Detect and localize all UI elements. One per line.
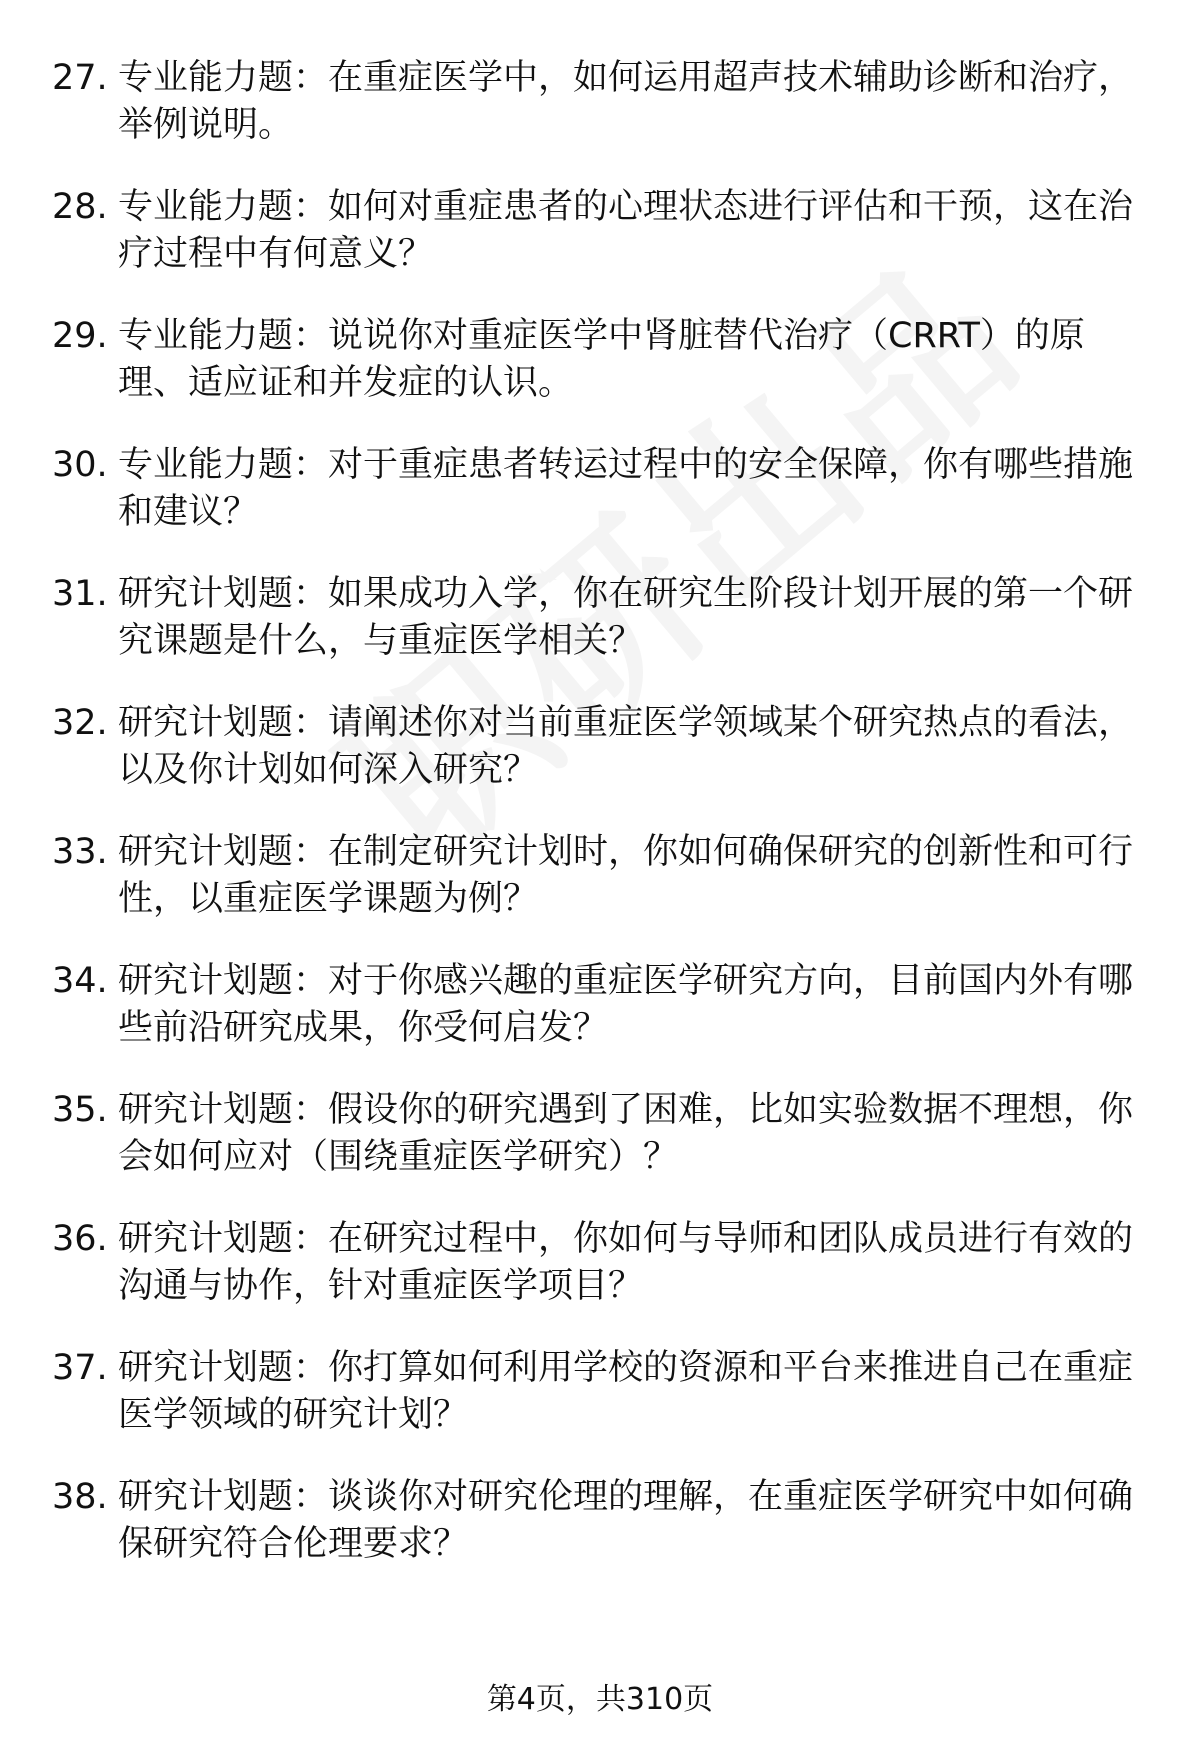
item-text: 专业能力题：对于重症患者转运过程中的安全保障，你有哪些措施和建议？ xyxy=(118,445,1134,532)
item-number: 36. xyxy=(52,1219,108,1259)
item-text: 研究计划题：对于你感兴趣的重症医学研究方向，目前国内外有哪些前沿研究成果，你受何启发？ xyxy=(118,961,1134,1048)
list-item xyxy=(0,1216,1200,1345)
list-item xyxy=(0,313,1200,442)
list-item xyxy=(0,958,1200,1087)
item-text: 研究计划题：你打算如何利用学校的资源和平台来推进自己在重症医学领域的研究计划？ xyxy=(118,1348,1134,1435)
item-number: 31. xyxy=(52,574,108,614)
list-item xyxy=(0,55,1200,184)
item-text: 研究计划题：谈谈你对研究伦理的理解，在重症医学研究中如何确保研究符合伦理要求？ xyxy=(118,1477,1134,1564)
item-text: 研究计划题：在研究过程中，你如何与导师和团队成员进行有效的沟通与协作，针对重症医学项目？ xyxy=(118,1219,1134,1306)
item-text: 专业能力题：说说你对重症医学中肾脏替代治疗（CRRT）的原理、适应证和并发症的认识。 xyxy=(118,316,1085,403)
list-item xyxy=(0,571,1200,700)
item-text: 研究计划题：请阐述你对当前重症医学领域某个研究热点的看法，以及你计划如何深入研究？ xyxy=(118,703,1134,790)
item-text: 研究计划题：在制定研究计划时，你如何确保研究的创新性和可行性，以重症医学课题为例？ xyxy=(118,832,1134,919)
list-item xyxy=(0,1345,1200,1474)
list-item xyxy=(0,1474,1200,1603)
item-number: 28. xyxy=(52,187,108,227)
item-text: 专业能力题：在重症医学中，如何运用超声技术辅助诊断和治疗，举例说明。 xyxy=(118,58,1134,145)
item-number: 30. xyxy=(52,445,108,485)
item-number: 38. xyxy=(52,1477,108,1517)
item-number: 37. xyxy=(52,1348,108,1388)
item-text: 专业能力题：如何对重症患者的心理状态进行评估和干预，这在治疗过程中有何意义？ xyxy=(118,187,1134,274)
item-number: 33. xyxy=(52,832,108,872)
item-number: 29. xyxy=(52,316,108,356)
page-footer: 第4页，共310页 xyxy=(486,1682,714,1717)
question-list xyxy=(0,55,1200,1603)
item-text: 研究计划题：如果成功入学，你在研究生阶段计划开展的第一个研究课题是什么，与重症医学相关？ xyxy=(118,574,1134,661)
list-item xyxy=(0,184,1200,313)
item-number: 27. xyxy=(52,58,108,98)
item-text: 研究计划题：假设你的研究遇到了困难，比如实验数据不理想，你会如何应对（围绕重症医学研究）？ xyxy=(118,1090,1134,1177)
list-item xyxy=(0,442,1200,571)
list-item xyxy=(0,700,1200,829)
item-number: 32. xyxy=(52,703,108,743)
item-number: 35. xyxy=(52,1090,108,1130)
list-item xyxy=(0,1087,1200,1216)
item-number: 34. xyxy=(52,961,108,1001)
list-item xyxy=(0,829,1200,958)
